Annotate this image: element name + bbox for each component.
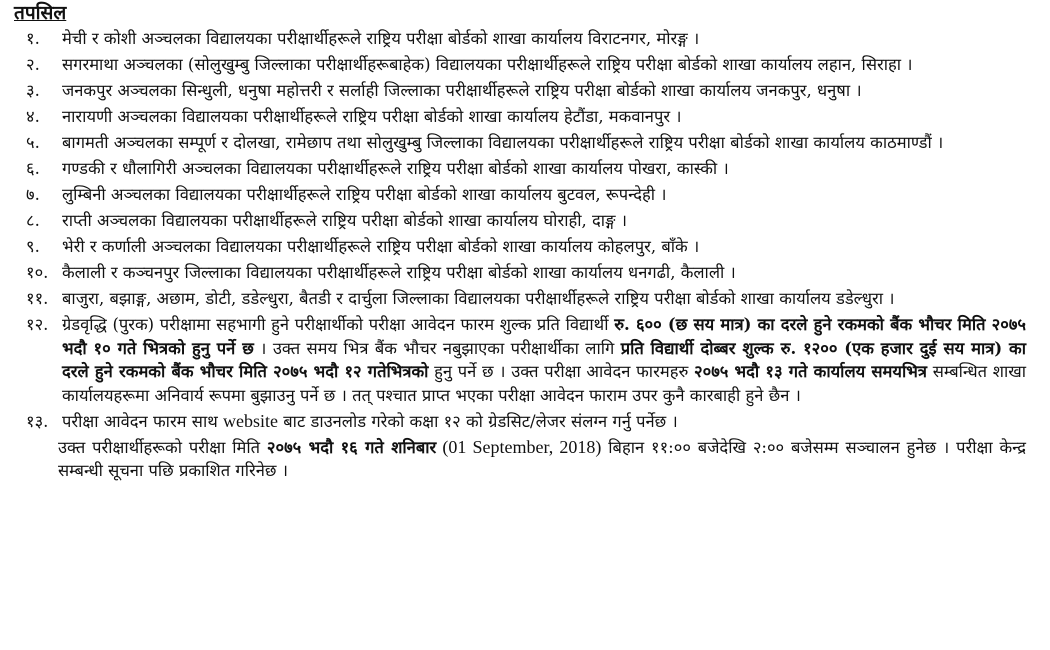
list-item xyxy=(14,53,1026,77)
item-text: लुम्बिनी अञ्चलका विद्यालयका परीक्षार्थीहरूले राष्ट्रिय परीक्षा बोर्डको शाखा कार्यालय बुटवल, रूपन्देही । xyxy=(62,185,667,204)
list-item-fee-notice xyxy=(14,313,1026,407)
bold-text-run: २०७५ भदौ १३ गते कार्यालय समयभित्र xyxy=(694,362,927,381)
item-text: नारायणी अञ्चलका विद्यालयका परीक्षार्थीहरूले राष्ट्रिय परीक्षा बोर्डको शाखा कार्यालय हेटौंडा, मकवानपुर । xyxy=(62,107,682,126)
item-text: बागमती अञ्चलका सम्पूर्ण र दोलखा, रामेछाप तथा सोलुखुम्बु जिल्लाका विद्यालयका परीक्षार्थीहरूले राष्ट्रिय परीक्षा बोर्डको शाखा कार्यालय काठमाण्डौं । xyxy=(62,133,944,152)
section-heading: तपसिल xyxy=(14,2,67,24)
text-run: सम्बन्धित शाखा कार्यालयहरूमा अनिवार्य रूपमा बुझाउनु पर्ने छ । तत् पश्चात प्राप्त भएका परीक्षा आवेदन फाराम उपर कुनै कारबाही हुने छैन । xyxy=(62,362,1026,405)
item-text: कैलाली र कञ्चनपुर जिल्लाका विद्यालयका परीक्षार्थीहरूले राष्ट्रिय परीक्षा बोर्डको शाखा कार्यालय धनगढी, कैलाली । xyxy=(62,263,736,282)
list-item xyxy=(14,235,1026,259)
item-number: १३. xyxy=(26,411,49,431)
item-text: मेची र कोशी अञ्चलका विद्यालयका परीक्षार्थीहरूले राष्ट्रिय परीक्षा बोर्डको शाखा कार्यालय विराटनगर, मोरङ्ग । xyxy=(62,29,700,48)
item-text: जनकपुर अञ्चलका सिन्धुली, धनुषा महोत्तरी र सर्लाही जिल्लाका परीक्षार्थीहरूले राष्ट्रिय परीक्षा बोर्डको शाखा कार्यालय जनकपुर, धनुषा । xyxy=(62,81,862,100)
list-item xyxy=(14,287,1026,311)
text-run: परीक्षा आवेदन फारम साथ xyxy=(62,411,224,431)
item-text: भेरी र कर्णाली अञ्चलका विद्यालयका परीक्षार्थीहरूले राष्ट्रिय परीक्षा बोर्डको शाखा कार्यालय कोहलपुर, बाँके । xyxy=(62,237,700,256)
item-number: ५. xyxy=(26,133,40,152)
list-item xyxy=(14,183,1026,207)
item-text: बाजुरा, बझाङ्ग, अछाम, डोटी, डडेल्धुरा, बैतडी र दार्चुला जिल्लाका विद्यालयका परीक्षार्थीहरूले राष्ट्रिय परीक्षा बोर्डको शाखा कार्यालय डडेल्धुरा । xyxy=(62,289,895,308)
item-number: २. xyxy=(26,55,40,74)
item-text: गण्डकी र धौलागिरी अञ्चलका विद्यालयका परीक्षार्थीहरूले राष्ट्रिय परीक्षा बोर्डको शाखा कार्यालय पोखरा, कास्की । xyxy=(62,159,729,178)
text-run: हुनु पर्ने छ । उक्त परीक्षा आवेदन फारमहरु xyxy=(428,362,695,381)
item-number: ११. xyxy=(26,289,49,308)
list-item xyxy=(14,131,1026,155)
bold-text-run: २०७५ भदौ १६ गते शनिबार xyxy=(266,437,437,457)
text-run: बिहान ११:०० बजेदेखि २:०० बजेसम्म सञ्चालन हुनेछ । परीक्षा केन्द्र सम्बन्धी सूचना पछि प्रकाशित गरिनेछ । xyxy=(58,437,1026,480)
english-text-run: website xyxy=(223,410,278,431)
item-text xyxy=(62,410,1026,434)
list-item xyxy=(14,105,1026,129)
bold-text-run: प्रति विद्यार्थी दोब्बर शुल्क रु. १२०० (एक हजार दुई सय मात्र) का दरले हुने रकमको बैंक भौचर मिति २०७५ भदौ १२ गतेभित्रको xyxy=(62,338,1026,381)
item-number: ८. xyxy=(26,211,40,230)
item-number: ४. xyxy=(26,107,40,126)
text-run: । उक्त समय भित्र बैंक भौचर नबुझाएका परीक्षार्थीका लागि xyxy=(253,338,621,358)
closing-paragraph xyxy=(14,436,1026,483)
item-number: १०. xyxy=(26,263,49,282)
text-run: बाट डाउनलोड गरेको कक्षा १२ को ग्रेडसिट/लेजर संलग्न गर्नु पर्नेछ । xyxy=(278,411,678,431)
list-item xyxy=(14,209,1026,233)
item-text: राप्ती अञ्चलका विद्यालयका परीक्षार्थीहरूले राष्ट्रिय परीक्षा बोर्डको शाखा कार्यालय घोराही, दाङ्ग । xyxy=(62,211,627,230)
list-item xyxy=(14,157,1026,181)
list-item xyxy=(14,261,1026,285)
item-number: ९. xyxy=(26,237,40,256)
item-number: १. xyxy=(26,29,40,48)
item-text: सगरमाथा अञ्चलका (सोलुखुम्बु जिल्लाका परीक्षार्थीहरूबाहेक) विद्यालयका परीक्षार्थीहरूले राष्ट्रिय परीक्षा बोर्डको शाखा कार्यालय लहान, सिराहा । xyxy=(62,55,913,74)
list-item-attachment-notice xyxy=(14,410,1026,434)
list-item xyxy=(14,79,1026,103)
bold-text-run: रु. ६०० (छ सय मात्र) का दरले हुने रकमको बैंक भौचर मिति २०७५ भदौ १० गते भित्रको हुनु पर्ने छ xyxy=(62,315,1026,358)
text-run: उक्त परीक्षार्थीहरूको परीक्षा मिति xyxy=(58,437,267,457)
office-list xyxy=(14,27,1026,433)
english-text-run: (01 September, 2018) xyxy=(436,436,602,457)
item-number: ३. xyxy=(26,81,40,100)
item-number: १२. xyxy=(26,315,49,334)
item-number: ७. xyxy=(26,185,40,204)
item-number: ६. xyxy=(26,159,40,178)
text-run: ग्रेडवृद्धि (पुरक) परीक्षामा सहभागी हुने परीक्षार्थीको परीक्षा आवेदन फारम शुल्क प्रति विद्यार्थी xyxy=(62,315,615,334)
item-text xyxy=(62,313,1026,407)
list-item xyxy=(14,27,1026,51)
